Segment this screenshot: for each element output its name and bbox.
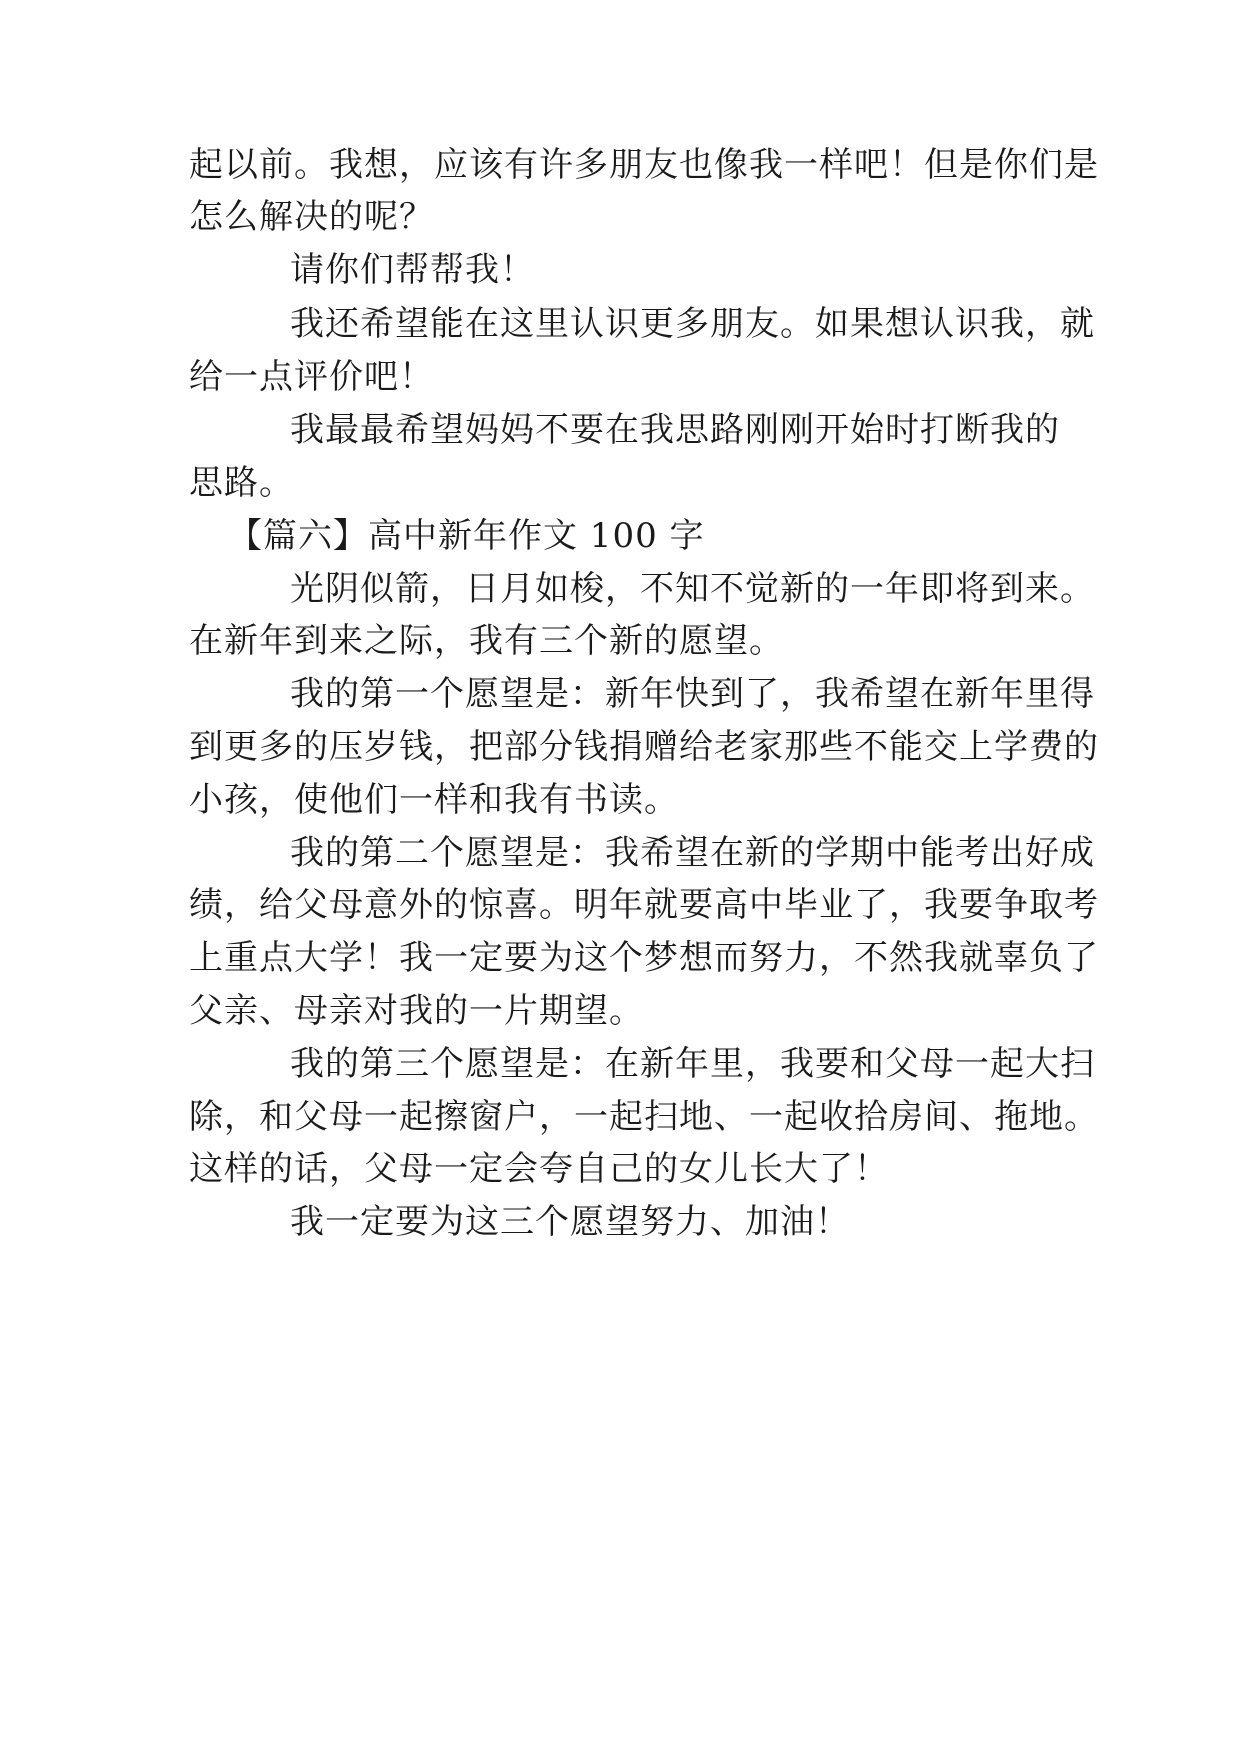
text-line: 这样的话，父母一定会夸自己的女儿长大了！ [189,1149,889,1189]
text-line: 在新年到来之际，我有三个新的愿望。 [189,621,784,661]
text-line: 我的第二个愿望是：我希望在新的学期中能考出好成 [290,833,1095,873]
text-line: 给一点评价吧！ [189,357,434,397]
text-line: 我一定要为这三个愿望努力、加油！ [290,1202,850,1242]
text-line: 绩，给父母意外的惊喜。明年就要高中毕业了，我要争取考 [189,885,1099,925]
text-line: 我的第一个愿望是：新年快到了，我希望在新年里得 [290,674,1095,714]
text-line: 思路。 [189,463,294,503]
text-line: 小孩，使他们一样和我有书读。 [189,780,679,820]
text-line: 起以前。我想，应该有许多朋友也像我一样吧！但是你们是 [189,145,1099,185]
text-line: 除，和父母一起擦窗户，一起扫地、一起收拾房间、拖地。 [189,1097,1099,1137]
text-line: 我的第三个愿望是：在新年里，我要和父母一起大扫 [290,1044,1095,1084]
text-line: 上重点大学！我一定要为这个梦想而努力，不然我就辜负了 [189,938,1099,978]
text-line: 我还希望能在这里认识更多朋友。如果想认识我，就 [290,304,1095,344]
text-line: 父亲、母亲对我的一片期望。 [189,991,644,1031]
text-line: 请你们帮帮我！ [290,250,535,290]
text-line: 我最最希望妈妈不要在我思路刚刚开始时打断我的 [290,410,1060,450]
section-heading: 【篇六】高中新年作文 100 字 [228,516,705,556]
text-line: 光阴似箭，日月如梭，不知不觉新的一年即将到来。 [290,569,1095,609]
text-line: 到更多的压岁钱，把部分钱捐赠给老家那些不能交上学费的 [189,727,1099,767]
text-line: 怎么解决的呢？ [189,197,434,237]
